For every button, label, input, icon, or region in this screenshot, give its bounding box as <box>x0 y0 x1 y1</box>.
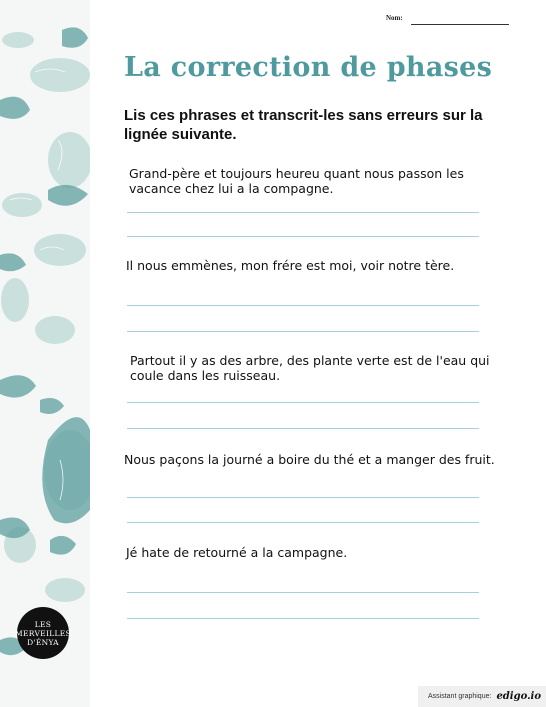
writing-line-2b[interactable] <box>127 331 479 332</box>
writing-line-5b[interactable] <box>127 618 479 619</box>
writing-line-4a[interactable] <box>127 497 479 498</box>
logo-line-2: MERVEILLES <box>15 628 71 638</box>
footer-label: Assistant graphique: <box>428 693 492 700</box>
page-title: La correction de phases <box>124 52 493 83</box>
name-field-line[interactable] <box>411 24 509 25</box>
footer-credit <box>418 686 546 707</box>
logo-line-3: D'ÉNYA <box>27 637 59 647</box>
writing-line-1b[interactable] <box>127 236 479 237</box>
sentence-3: Partout il y as des arbre, des plante verte est de l'eau qui coule dans les ruisseau. <box>130 353 490 383</box>
writing-line-5a[interactable] <box>127 592 479 593</box>
sea-creatures-illustration <box>0 0 90 707</box>
brand-logo <box>17 607 69 659</box>
footer-brand-link[interactable]: edigo.io <box>496 691 542 702</box>
writing-line-3a[interactable] <box>127 402 479 403</box>
sentence-4: Nous paçons la journé a boire du thé et a manger des fruit. <box>124 452 495 467</box>
writing-line-3b[interactable] <box>127 428 479 429</box>
sentence-5: Jé hate de retourné a la campagne. <box>126 545 348 560</box>
instruction-text: Lis ces phrases et transcrit-les sans erreurs sur la lignée suivante. <box>124 107 483 143</box>
decorative-sidebar <box>0 0 90 707</box>
logo-line-1: LES <box>34 619 52 629</box>
writing-line-1a[interactable] <box>127 212 479 213</box>
sentence-2: Il nous emmènes, mon frére est moi, voir notre tère. <box>126 258 455 273</box>
writing-line-4b[interactable] <box>127 522 479 523</box>
name-label: Nom: <box>386 14 403 22</box>
writing-line-2a[interactable] <box>127 305 479 306</box>
sentence-1: Grand-père et toujours heureu quant nous passon les vacance chez lui a la compagne. <box>129 166 464 196</box>
